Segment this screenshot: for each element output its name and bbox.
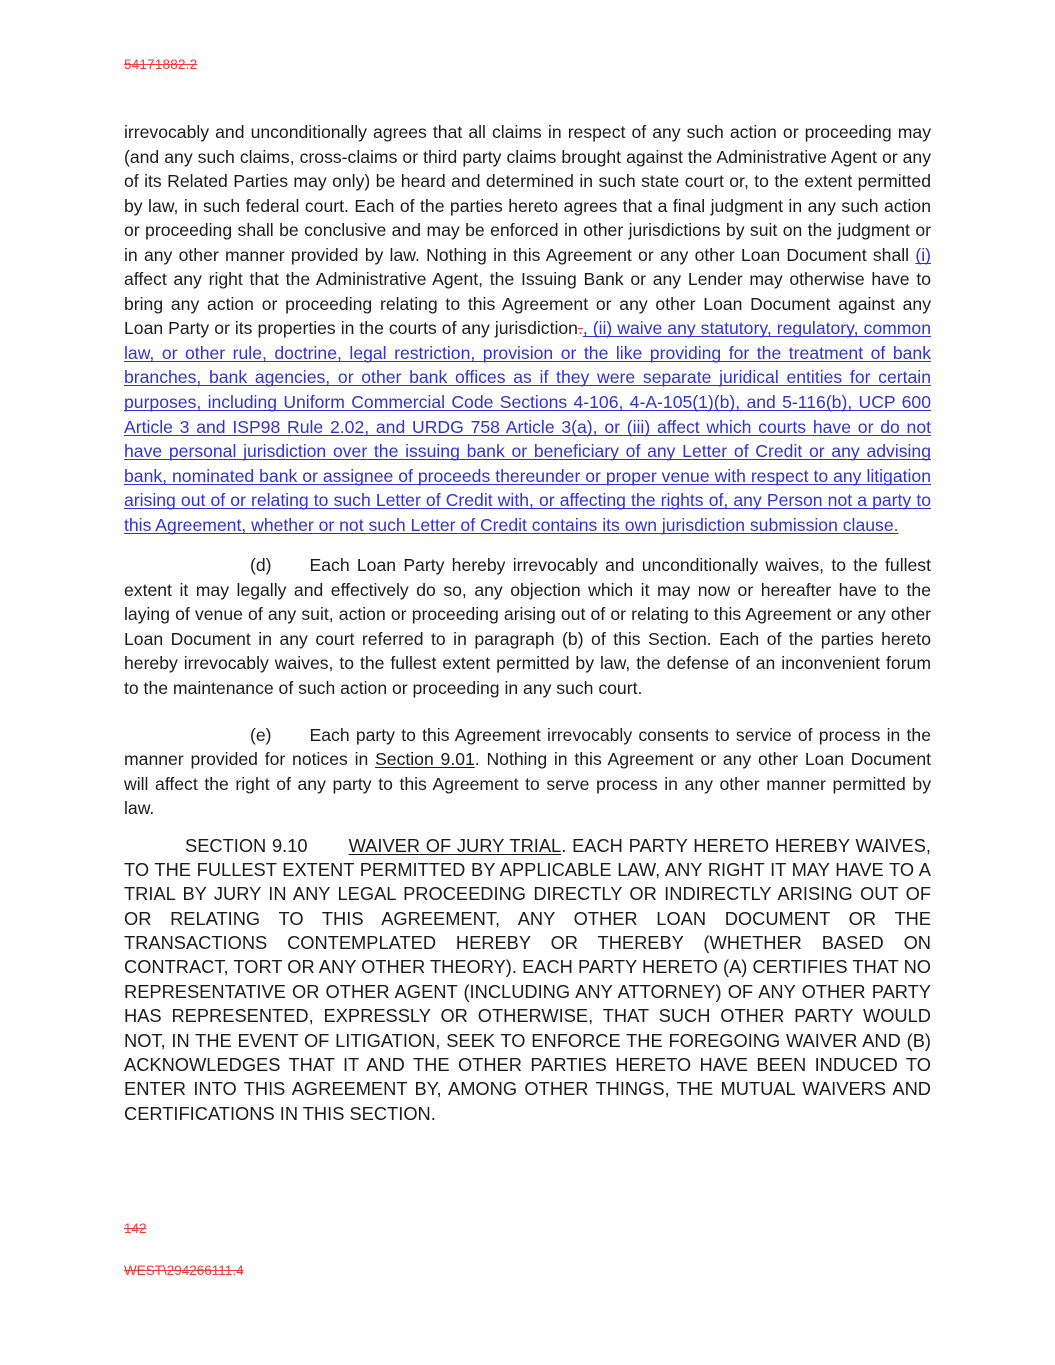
footer-page-number: 142 bbox=[124, 1221, 147, 1236]
document-body bbox=[124, 120, 931, 1126]
inserted-text-run: (i) bbox=[915, 244, 931, 265]
paragraph-d bbox=[124, 553, 931, 700]
text-run: affect any right that the Administrative Agent, the Issuing Bank or any Lender may otherwise have to bring any action or proceeding relating to this Agreement or any other Loan Document against any Loan Party or its properties in the courts of any jurisdiction bbox=[124, 269, 931, 339]
section-9-10-waiver-of-jury-trial bbox=[124, 834, 931, 1126]
text-run: SECTION 9.10 bbox=[185, 834, 308, 856]
text-run: irrevocably and unconditionally agrees that all claims in respect of any such action or proceeding may (and any such claims, cross-claims or third party claims brought against the Administrative Agent or any of its Related Parties may only) be heard and determined in such state court or, to the extent permitted by law, in such federal court. Each of the parties hereto agrees that a final judgment in any such action or proceeding shall be conclusive and may be enforced in other jurisdictions by suit on the judgment or in any other manner provided by law. Nothing in this Agreement or any other Loan Document shall bbox=[124, 122, 931, 265]
footer-doc-ref: WEST\294266111.4 bbox=[124, 1263, 244, 1278]
continuation-paragraph bbox=[124, 120, 931, 537]
paragraph-e bbox=[124, 723, 931, 821]
deleted-text-run: . bbox=[577, 318, 583, 339]
text-run: Each party to this Agreement irrevocably consents to service of process in the manner provided for notices in bbox=[124, 724, 931, 770]
header-doc-ref: 54171882.2 bbox=[124, 57, 198, 72]
inserted-text-run: , (ii) waive any statutory, regulatory, common law, or other rule, doctrine, legal restriction, provision or the like providing for the treatment of bank branches, bank agencies, or other bank offices as if they were separate juridical entities for certain purposes, including Uniform Commercial Code Sections 4-106, 4-A-105(1)(b), and 5-116(b), UCP 600 Article 3 and ISP98 Rule 2.02, and URDG 758 Article 3(a), or (iii) affect which courts have or do not have personal jurisdiction over the issuing bank or beneficiary of any Letter of Credit or any advising bank, nominated bank or assignee of proceeds thereunder or proper venue with respect to any litigation arising out of or relating to such Letter of Credit with, or affecting the rights of, any Person not a party to this Agreement, whether or not such Letter of Credit contains its own jurisdiction submission clause. bbox=[124, 318, 932, 535]
text-run: . EACH PARTY HERETO HEREBY WAIVES, TO THE FULLEST EXTENT PERMITTED BY APPLICABLE LAW, ANY RIGHT IT MAY HAVE TO A TRIAL BY JURY IN ANY LEGAL PROCEEDING DIRECTLY OR INDIRECTLY ARISING OUT OF OR RELATING TO THIS AGREEMENT, ANY OTHER LOAN DOCUMENT OR THE TRANSACTIONS CONTEMPLATED HEREBY OR THEREBY (WHETHER BASED ON CONTRACT, TORT OR ANY OTHER THEORY). EACH PARTY HERETO (A) CERTIFIES THAT NO REPRESENTATIVE OR OTHER AGENT (INCLUDING ANY ATTORNEY) OF ANY OTHER PARTY HAS REPRESENTED, EXPRESSLY OR OTHERWISE, THAT SUCH OTHER PARTY WOULD NOT, IN THE EVENT OF LITIGATION, SEEK TO ENFORCE THE FOREGOING WAIVER AND (B) ACKNOWLEDGES THAT IT AND THE OTHER PARTIES HERETO HAVE BEEN INDUCED TO ENTER INTO THIS AGREEMENT BY, AMONG OTHER THINGS, THE MUTUAL WAIVERS AND CERTIFICATIONS IN THIS SECTION. bbox=[124, 834, 931, 1124]
underlined-text-run: Section 9.01 bbox=[375, 749, 475, 770]
text-run: Each Loan Party hereby irrevocably and unconditionally waives, to the fullest extent it may legally and effectively do so, any objection which it may now or hereafter have to the laying of venue of any suit, action or proceeding arising out of or relating to this Agreement or any other Loan Document in any court referred to in paragraph (b) of this Section. Each of the parties hereto hereby irrevocably waives, to the fullest extent permitted by law, the defense of an inconvenient forum to the maintenance of such action or proceeding in any such court. bbox=[124, 555, 931, 699]
underlined-text-run: WAIVER OF JURY TRIAL bbox=[348, 834, 562, 856]
text-run: . Nothing in this Agreement or any other Loan Document will affect the right of any party to this Agreement to serve process in any other manner permitted by law. bbox=[124, 749, 931, 819]
text-run: (d) bbox=[250, 555, 272, 576]
text-run: (e) bbox=[250, 724, 272, 745]
